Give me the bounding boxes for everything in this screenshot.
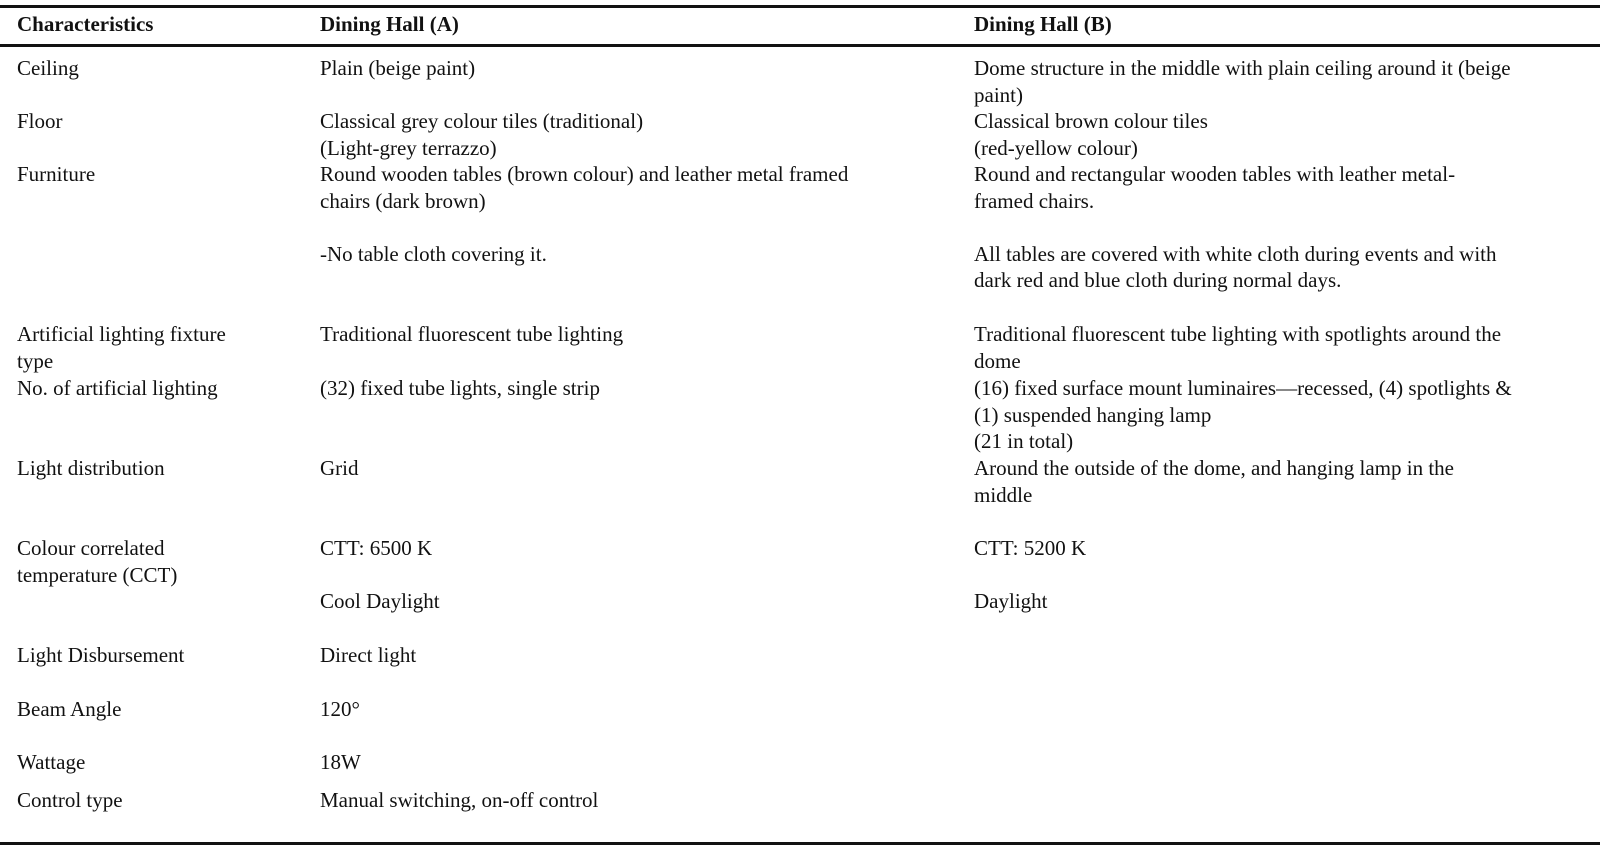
- cell-line: Classical grey colour tiles (traditional): [320, 109, 644, 133]
- hall-a-cell: [320, 55, 475, 82]
- cell-line: Colour correlated: [17, 536, 165, 560]
- cell-line: Ceiling: [17, 56, 79, 80]
- hall-a-cell: [320, 455, 359, 482]
- cell-line: Classical brown colour tiles: [974, 109, 1208, 133]
- cell-line: Light Disbursement: [17, 643, 185, 667]
- cell-line: Round wooden tables (brown colour) and leather metal framed: [320, 162, 849, 186]
- characteristic-cell: [17, 455, 165, 482]
- hall-a-cell: [320, 749, 361, 776]
- hall-b-cell: [974, 161, 1497, 294]
- cell-line: Manual switching, on-off control: [320, 788, 599, 812]
- hall-b-cell: [974, 375, 1512, 455]
- cell-line: 18W: [320, 750, 361, 774]
- characteristic-cell: [17, 642, 184, 669]
- header-dining-hall-b: Dining Hall (B): [974, 12, 1112, 36]
- hall-a-cell: [320, 535, 440, 615]
- cell-line: Wattage: [17, 750, 86, 774]
- cell-line: (21 in total): [974, 429, 1074, 453]
- characteristic-cell: [17, 55, 79, 82]
- cell-line: Around the outside of the dome, and hanging lamp in the: [974, 456, 1454, 480]
- characteristic-cell: [17, 696, 121, 723]
- cell-line: Traditional fluorescent tube lighting with spotlights around the: [974, 322, 1502, 346]
- characteristic-cell: [17, 375, 218, 402]
- cell-line: paint): [974, 82, 1023, 107]
- cell-line: (32) fixed tube lights, single strip: [320, 376, 600, 400]
- cell-line: CTT: 5200 K: [974, 536, 1087, 560]
- header-dining-hall-a: Dining Hall (A): [320, 12, 459, 36]
- hall-b-cell: [974, 321, 1501, 374]
- line-gap: [974, 214, 1497, 241]
- cell-line: Artificial lighting fixture: [17, 322, 226, 346]
- line-gap: [320, 562, 440, 589]
- hall-a-cell: [320, 642, 416, 669]
- cell-line: middle: [974, 482, 1033, 507]
- characteristic-cell: [17, 535, 177, 588]
- cell-line: dome: [974, 348, 1021, 373]
- table-header-rule: [0, 44, 1600, 47]
- line-gap: [974, 562, 1086, 589]
- characteristic-cell: [17, 787, 123, 814]
- cell-line: Plain (beige paint): [320, 56, 476, 80]
- header-characteristics: Characteristics: [17, 12, 154, 36]
- characteristic-cell: [17, 108, 63, 135]
- table-bottom-rule: [0, 842, 1600, 845]
- cell-line: Furniture: [17, 162, 96, 186]
- cell-line: CTT: 6500 K: [320, 536, 433, 560]
- cell-line: Light distribution: [17, 456, 165, 480]
- hall-b-cell: [974, 55, 1511, 108]
- cell-line: (red-yellow colour): [974, 135, 1138, 160]
- cell-line: dark red and blue cloth during normal days.: [974, 268, 1342, 292]
- cell-line: -No table cloth covering it.: [320, 241, 547, 266]
- cell-line: Beam Angle: [17, 697, 122, 721]
- cell-line: Control type: [17, 788, 123, 812]
- cell-line: chairs (dark brown): [320, 188, 486, 213]
- cell-line: (Light-grey terrazzo): [320, 135, 497, 160]
- cell-line: Direct light: [320, 643, 417, 667]
- cell-line: All tables are covered with white cloth during events and with: [974, 241, 1497, 266]
- hall-a-cell: [320, 161, 848, 267]
- cell-line: 120°: [320, 697, 360, 721]
- cell-line: Floor: [17, 109, 63, 133]
- table-top-rule: [0, 5, 1600, 8]
- cell-line: Grid: [320, 456, 359, 480]
- characteristic-cell: [17, 321, 226, 374]
- cell-line: (16) fixed surface mount luminaires—recessed, (4) spotlights &: [974, 376, 1512, 400]
- hall-b-cell: [974, 535, 1086, 615]
- hall-b-cell: [974, 455, 1454, 508]
- cell-line: Traditional fluorescent tube lighting: [320, 322, 624, 346]
- cell-line: (1) suspended hanging lamp: [974, 402, 1212, 427]
- cell-line: Dome structure in the middle with plain ceiling around it (beige: [974, 56, 1511, 80]
- cell-line: framed chairs.: [974, 188, 1095, 213]
- cell-line: Daylight: [974, 589, 1048, 613]
- hall-a-cell: [320, 375, 600, 402]
- characteristic-cell: [17, 161, 95, 188]
- cell-line: Round and rectangular wooden tables with leather metal-: [974, 162, 1456, 186]
- hall-a-cell: [320, 696, 360, 723]
- cell-line: No. of artificial lighting: [17, 376, 218, 400]
- characteristic-cell: [17, 749, 85, 776]
- hall-a-cell: [320, 787, 598, 814]
- hall-a-cell: [320, 108, 643, 161]
- line-gap: [320, 214, 848, 241]
- cell-line: Cool Daylight: [320, 589, 440, 613]
- cell-line: type: [17, 348, 54, 373]
- hall-b-cell: [974, 108, 1208, 161]
- cell-line: temperature (CCT): [17, 562, 178, 587]
- hall-a-cell: [320, 321, 623, 348]
